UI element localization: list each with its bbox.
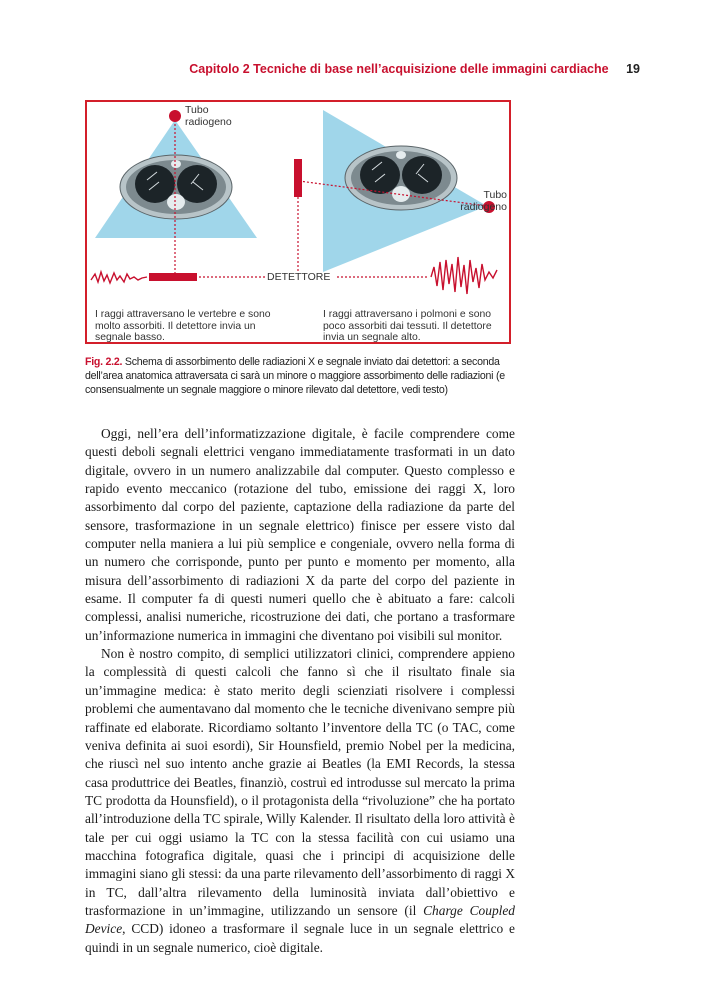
page-number: 19 <box>626 62 640 76</box>
left-detector-bar <box>149 273 197 281</box>
body-text <box>85 425 515 957</box>
figure-note-left: I raggi attraversano le vertebre e sono molto assorbiti. Il detettore invia un segnale basso. <box>95 309 271 343</box>
header-title: Tecniche di base nell’acquisizione delle immagini cardiache <box>253 62 609 76</box>
paragraph-2-part-b: , CCD) idoneo a trasformare il segnale luce in un segnale elettrico e quindi in un segnale numerico, cioè digitale. <box>85 921 515 955</box>
figure-number: Fig. 2.2. <box>85 356 123 368</box>
label-detector: DETETTORE <box>267 271 331 283</box>
low-signal-wave <box>91 272 147 283</box>
left-tube-icon <box>169 110 181 122</box>
right-thorax-section <box>345 146 457 210</box>
left-thorax-section <box>120 155 232 219</box>
figure-diagram <box>87 102 509 342</box>
high-signal-wave <box>431 257 497 294</box>
running-header <box>86 62 640 76</box>
paragraph-1: Oggi, nell’era dell’informatizzazione digitale, è facile comprendere come questi deboli segnali elettrici vengano immediatamente trasformati in un dato digitale, ovvero in un numero analizzabile dal computer. Questo complesso e rapido evento meccanico (rotazione del tubo, emissione dei raggi X, loro assorbimento dal corpo del paziente, captazione della radiazione da parte del sensore, trasformazione in un segnale elettrico) finisce per essere visto dal computer nella maniera a lui più semplice e congeniale, ovvero nella forma di un numero che corrisponde, punto per punto e momento per momento, alla misura dell’assorbimento di radiazioni X da parte del corpo del paziente in esame. Il computer fa di questi numeri quello che è abituato a fare: calcoli complessi, analisi numeriche, ricostruzione dei dati, che portano a trasformare un’informazione numerica in immagini che diventano poi visibili sul monitor. <box>85 426 515 643</box>
header-chapter: Capitolo 2 <box>189 62 250 76</box>
figure-caption-text: Schema di assorbimento delle radiazioni X e segnale inviato dai detettori: a seconda dell’area anatomica attraversata ci sarà un minore o maggiore assorbimento delle radiazioni (e consensualmente un segnale maggiore o minore rilevato dal detettore, vedi testo) <box>85 356 505 396</box>
paragraph-2 <box>85 645 515 957</box>
label-tube-left: Tubo radiogeno <box>185 104 232 128</box>
right-detector-bar <box>294 159 302 197</box>
label-tube-right: Tubo radiogeno <box>460 189 507 213</box>
figure-note-right: I raggi attraversano i polmoni e sono poco assorbiti dai tessuti. Il detettore invia un segnale alto. <box>323 309 492 343</box>
figure-caption <box>85 355 515 397</box>
paragraph-2-part-a: Non è nostro compito, di semplici utilizzatori clinici, comprendere appieno la complessità di questi calcoli che fanno sì che il risultato finale sia un’immagine medica: è stato merito degli scienziati risolvere i complessi problemi che aumentavano dal momento che le tecniche divenivano sempre più raffinate ed elaborate. Ricordiamo soltanto l’inventore della TC (o TAC, come veniva definita ai suoi esordi), Sir Hounsfield, premio Nobel per la medicina, che riuscì nel suo intento anche grazie ai Beatles (la EMI Records, la stessa casa produttrice dei Beatles, finanziò, costruì ed introdusse sul mercato la prima TC prodotta da Hounsfield), o il protagonista della “rivoluzione” che ha portato all’introduzione della TC spirale, Willy Kalender. Il risultato della loro attività è tale per cui oggi usiamo la TC con la stessa facilità con cui usiamo una macchina fotografica digitale, quasi che i principi di acquisizione delle immagini siano gli stessi: da una parte rilevamento dell’assorbimento di raggi X in TC, dall’altra rilevamento della luminosità inviata dall’obiettivo e trasformazione in un’immagine, utilizzando un sensore (il <box>85 646 515 918</box>
paragraph-2-italic: Charge Coupled Device <box>85 902 515 937</box>
figure-ct-absorption <box>85 100 511 344</box>
